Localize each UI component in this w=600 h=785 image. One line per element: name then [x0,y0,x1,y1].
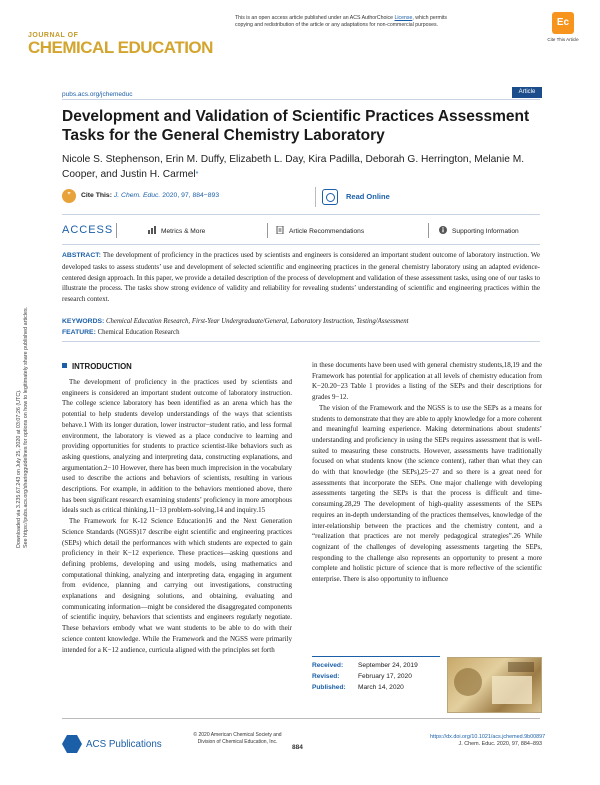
graphic-shape [454,668,482,696]
page-number: 884 [292,744,303,751]
paragraph: The Framework for K-12 Science Education16 and the Next Generation Science Standards (NGSS)17 describe eight scientific and engineering practices (SEPs) which detail the performances with which students are expected to gain proficiency in their K−12 experience. These practices—asking questions and defining problems, developing and using models, using mathematics and computational thinking, analyzing and interpreting data, engaging in argument from evidence, planning and carrying out investigations, constructing explanations and designing solutions, and obtaining, evaluating and communicating information—might be considered the disaggregated components of scientific inquiry, behaviors that scientists and engineers regularly negotiate. These behaviors embody what we want students to be able to do with their science content knowledge. While the Framework and the NGSS were primarily intended for a K−12 audience, curricula aligned with the principles set forth [62,517,292,654]
keywords-label: KEYWORDS: [62,318,105,325]
open-access-notice [235,15,505,29]
revised-date: February 17, 2020 [358,673,412,680]
read-online-button[interactable] [322,187,432,207]
paragraph: The vision of the Framework and the NGSS is to use the SEPs as a means for students to demonstrate that they are able to apply knowledge for a more coherent and meaningful learning experience. Making determinations about students’ understanding and proficiency in using the SEPs requires assessment that is well-suited to measuring these constructs. However, assessments have traditionally focused on what students know (the science content), rather than what they can do with that knowledge (the SEPs),25−27 and so there is a great need for assessments that incorporate the SEPs. One major challenge with developing assessments targeting the SEPs is that the process is difficult and time-consuming.28,29 The development of high-quality assessments of the SEPs requires an in-depth understanding of the practices themselves, knowledge of the inter-relationship between the practices and the chemistry content, and a “realization that practices are not merely pedagogical strategies”.26 While cognizant of the challenges of developing assessments targeting the SEPs, responding to the challenge also represents an opportunity to present a more complete and holistic picture of science that is more reflective of the scientific enterprise. There is also opportunity to influence [312,403,542,584]
footer-divider [62,718,540,719]
acs-publications-logo[interactable] [62,735,172,755]
section-heading [62,362,132,371]
logo-line-1: JOURNAL OF [28,32,79,39]
journal-url[interactable]: pubs.acs.org/jchemeduc [62,91,133,98]
supporting-info-link[interactable] [439,226,519,235]
license-link[interactable]: License [394,15,413,21]
article-dates [312,660,442,693]
section-heading-text: INTRODUCTION [72,362,132,371]
published-date: March 14, 2020 [358,684,404,691]
document-icon [276,226,284,234]
cite-divider [315,187,316,207]
paragraph: in these documents have been used with general chemistry students,18,19 and the Framework has potential for application at all levels of chemistry education from K−20.20−23 Table 1 provides a listing of the SEPs and their descriptions for grades 9−12. [312,361,542,402]
received-date: September 24, 2019 [358,662,418,669]
acs-hexagon-icon [62,735,82,753]
recommendations-label: Article Recommendations [289,228,365,235]
recommendations-link[interactable] [276,226,364,235]
revised-row [312,671,442,682]
cite-this [81,192,219,199]
graphic-shape [492,676,532,704]
cite-details[interactable]: 2020, 97, 884−893 [162,192,220,199]
graphic-shape [508,662,534,672]
abstract-text: The development of proficiency in the practices used by scientists and engineers is considered an important student outcome of laboratory instruction. We developed tasks to assess students’ use and development of selected scientific and engineering practices in the general chemistry laboratory using an adapted evidence-centered design approach. In this paper, we provide a detailed description of the process of development and validation of these assessment tasks, using one of our tasks to illustrate the process. The tasks show strong evidence of validity and reliability for revealing students’ understanding of scientific and engineering practices within the research context. [62,251,541,304]
feature-label: FEATURE: [62,329,96,336]
article-title: Development and Validation of Scientific Practices Assessment Tasks for the General Chemistry Laboratory [62,108,530,144]
journal-logo[interactable] [28,32,228,72]
logo-line-2: CHEMICAL EDUCATION [28,38,213,57]
abstract [62,250,540,305]
keywords-text[interactable]: Chemical Education Research, First-Year Undergraduate/General, Laboratory Instruction, Testing/Assessment [106,318,409,325]
read-online-label: Read Online [346,192,390,201]
article-type-tag: Article [512,87,542,98]
author-names[interactable]: Nicole S. Stephenson, Erin M. Duffy, Elizabeth L. Day, Kira Padilla, Deborah G. Herrington, Melanie M. Cooper, and Justin H. Carmel [62,154,525,180]
info-icon [439,226,447,234]
body-column-left [62,377,292,655]
download-watermark [16,218,30,548]
cite-divider-line [62,214,540,215]
doi-block [430,734,546,748]
received-label: Received: [312,662,344,669]
published-row [312,682,442,693]
access-divider-line [62,244,540,245]
notice-text-3: copying and redistribution of the article or any adaptations for non-commercial purposes. [235,22,438,28]
published-label: Published: [312,684,346,691]
cite-journal[interactable]: J. Chem. Educ. [113,192,161,199]
copyright-line-2: Division of Chemical Education, Inc. [197,738,278,745]
access-divider-2 [267,223,268,238]
received-row [312,660,442,671]
doi-link[interactable]: https://dx.doi.org/10.1021/acs.jchemed.9b00897 [430,734,546,740]
supporting-info-label: Supporting Information [452,228,519,235]
metrics-label: Metrics & More [161,228,206,235]
cite-badge-icon[interactable]: Ec [552,12,574,34]
cite-badge-caption: Cite This Article [547,37,579,42]
graphical-abstract-image[interactable] [447,657,542,713]
abstract-divider [62,341,540,342]
read-online-icon [322,189,338,205]
abstract-label: ABSTRACT: [62,252,101,259]
header-divider [62,99,540,100]
cite-label[interactable]: Cite This: [81,192,112,199]
download-info: Downloaded via 3.235.67.243 on July 25, 2020 at 03:07:26 (UTC). [16,389,22,548]
access-bar [62,221,540,241]
section-marker-icon [62,363,67,368]
revised-label: Revised: [312,673,340,680]
author-list [62,152,532,182]
cite-quote-icon[interactable]: ” [62,189,76,203]
keywords [62,317,540,328]
access-divider [116,223,117,238]
paragraph: The development of proficiency in the practices used by scientists and engineers is considered an important student outcome of laboratory instruction. The college science laboratory has been identified as an arena which has the potential to help students develop understandings of the ways that scientists behave.1 With its longer duration, lower instructor−student ratio, and less formal environment, the laboratory is viewed as a place conducive to learning and providing opportunities for students to practice scientist-like behaviors such as asking questions, analyzing and interpreting data, constructing explanations, and argumentation.2−10 However, there has been much imprecision in the vocabulary used to describe the actions and behaviors of scientists, resulting in various descriptions. For example, in addition to the behaviors mentioned above, there has been significant research examining students’ proficiency in more amorphous ideals such as critical thinking,11−13 problem-solving,14 and inquiry.15 [62,378,292,515]
copyright [180,732,295,745]
notice-text-2: , which permits [412,15,447,21]
sharing-guidelines: See https://pubs.acs.org/sharingguidelines for options on how to legitimately share published articles. [23,306,29,548]
feature-text: Chemical Education Research [97,329,180,336]
dates-divider [312,656,440,657]
body-column-right [312,360,542,585]
metrics-link[interactable] [148,226,205,235]
corresponding-author-icon: * [195,171,199,178]
footer-citation: J. Chem. Educ. 2020, 97, 884−893 [458,741,542,747]
copyright-line-1: © 2020 American Chemical Society and [193,732,282,738]
feature [62,329,540,336]
publisher-name: ACS Publications [86,739,162,750]
access-divider-3 [428,223,429,238]
metrics-icon [148,226,156,234]
access-label: ACCESS [62,224,114,236]
notice-text: This is an open access article published under an ACS AuthorChoice [235,15,395,21]
